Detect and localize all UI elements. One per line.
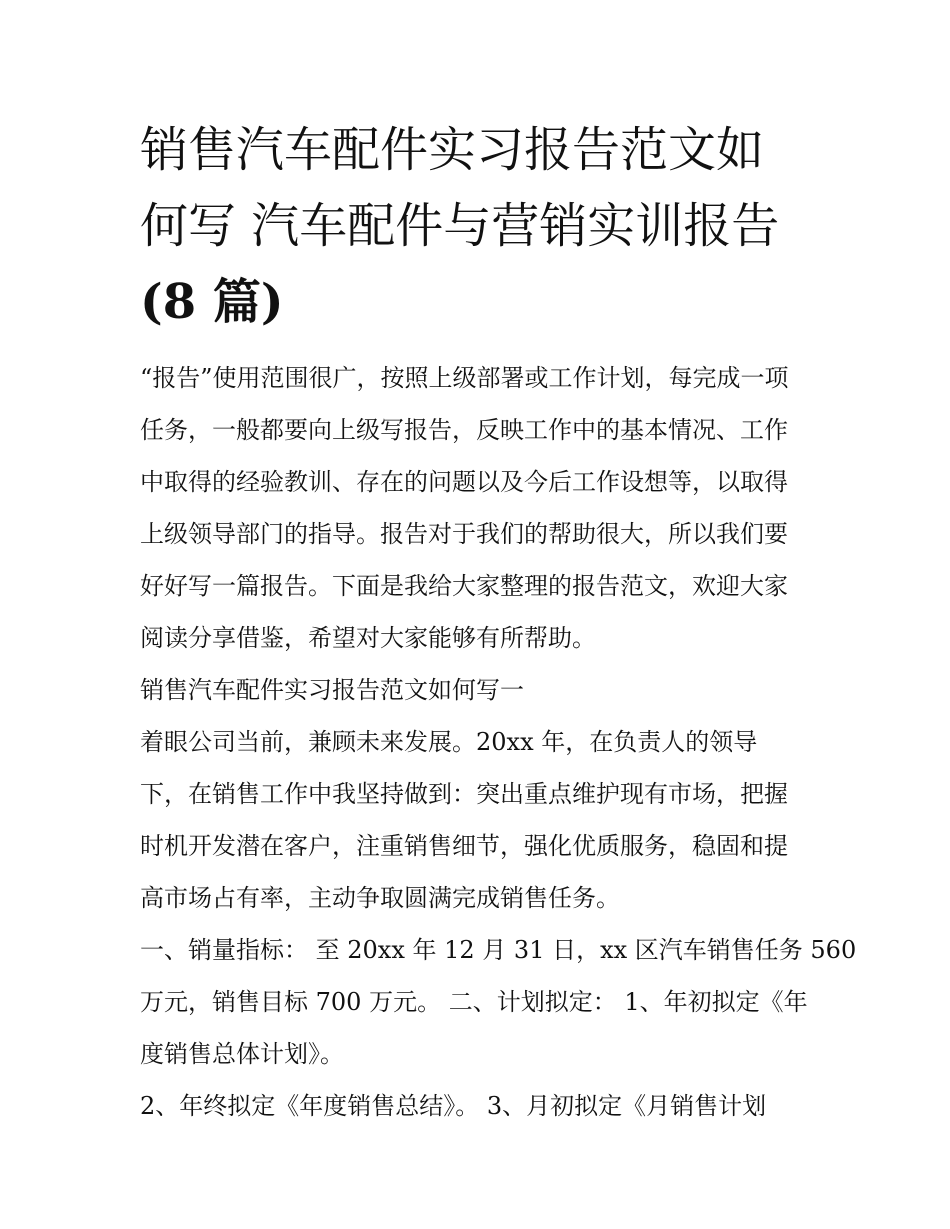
body-line-10: 时机开发潜在客户，注重销售细节，强化优质服务，稳固和提 bbox=[140, 832, 788, 860]
title-line-1: 销售汽车配件实习报告范文如 bbox=[140, 122, 765, 178]
body-line-12: 一、销量指标： 至 20xx 年 12 月 31 日，xx 区汽车销售任务 560 bbox=[140, 936, 857, 964]
document-title bbox=[140, 112, 820, 340]
body-line-4: 上级领导部门的指导。报告对于我们的帮助很大，所以我们要 bbox=[140, 520, 788, 548]
body-line-9: 下，在销售工作中我坚持做到：突出重点维护现有市场，把握 bbox=[140, 780, 788, 808]
body-line-14: 度销售总体计划》。 bbox=[140, 1040, 344, 1068]
body-line-1: “报告”使用范围很广，按照上级部署或工作计划，每完成一项 bbox=[140, 364, 789, 392]
document-body bbox=[140, 352, 857, 1132]
body-line-11: 高市场占有率，主动争取圆满完成销售任务。 bbox=[140, 884, 620, 912]
body-line-5: 好好写一篇报告。下面是我给大家整理的报告范文，欢迎大家 bbox=[140, 572, 788, 600]
title-line-2: 何写 汽车配件与营销实训报告 bbox=[140, 198, 780, 254]
body-line-15: 2、年终拟定《年度销售总结》。 3、月初拟定《月销售计划 bbox=[140, 1092, 767, 1120]
body-line-13: 万元，销售目标 700 万元。 二、计划拟定： 1、年初拟定《年 bbox=[140, 988, 808, 1016]
body-line-2: 任务，一般都要向上级写报告，反映工作中的基本情况、工作 bbox=[140, 416, 788, 444]
title-line-3: (8 篇) bbox=[140, 274, 284, 330]
section-heading-1: 销售汽车配件实习报告范文如何写一 bbox=[140, 676, 524, 704]
body-line-3: 中取得的经验教训、存在的问题以及今后工作设想等，以取得 bbox=[140, 468, 788, 496]
body-line-6: 阅读分享借鉴，希望对大家能够有所帮助。 bbox=[140, 624, 596, 652]
body-line-8: 着眼公司当前，兼顾未来发展。20xx 年，在负责人的领导 bbox=[140, 728, 758, 756]
